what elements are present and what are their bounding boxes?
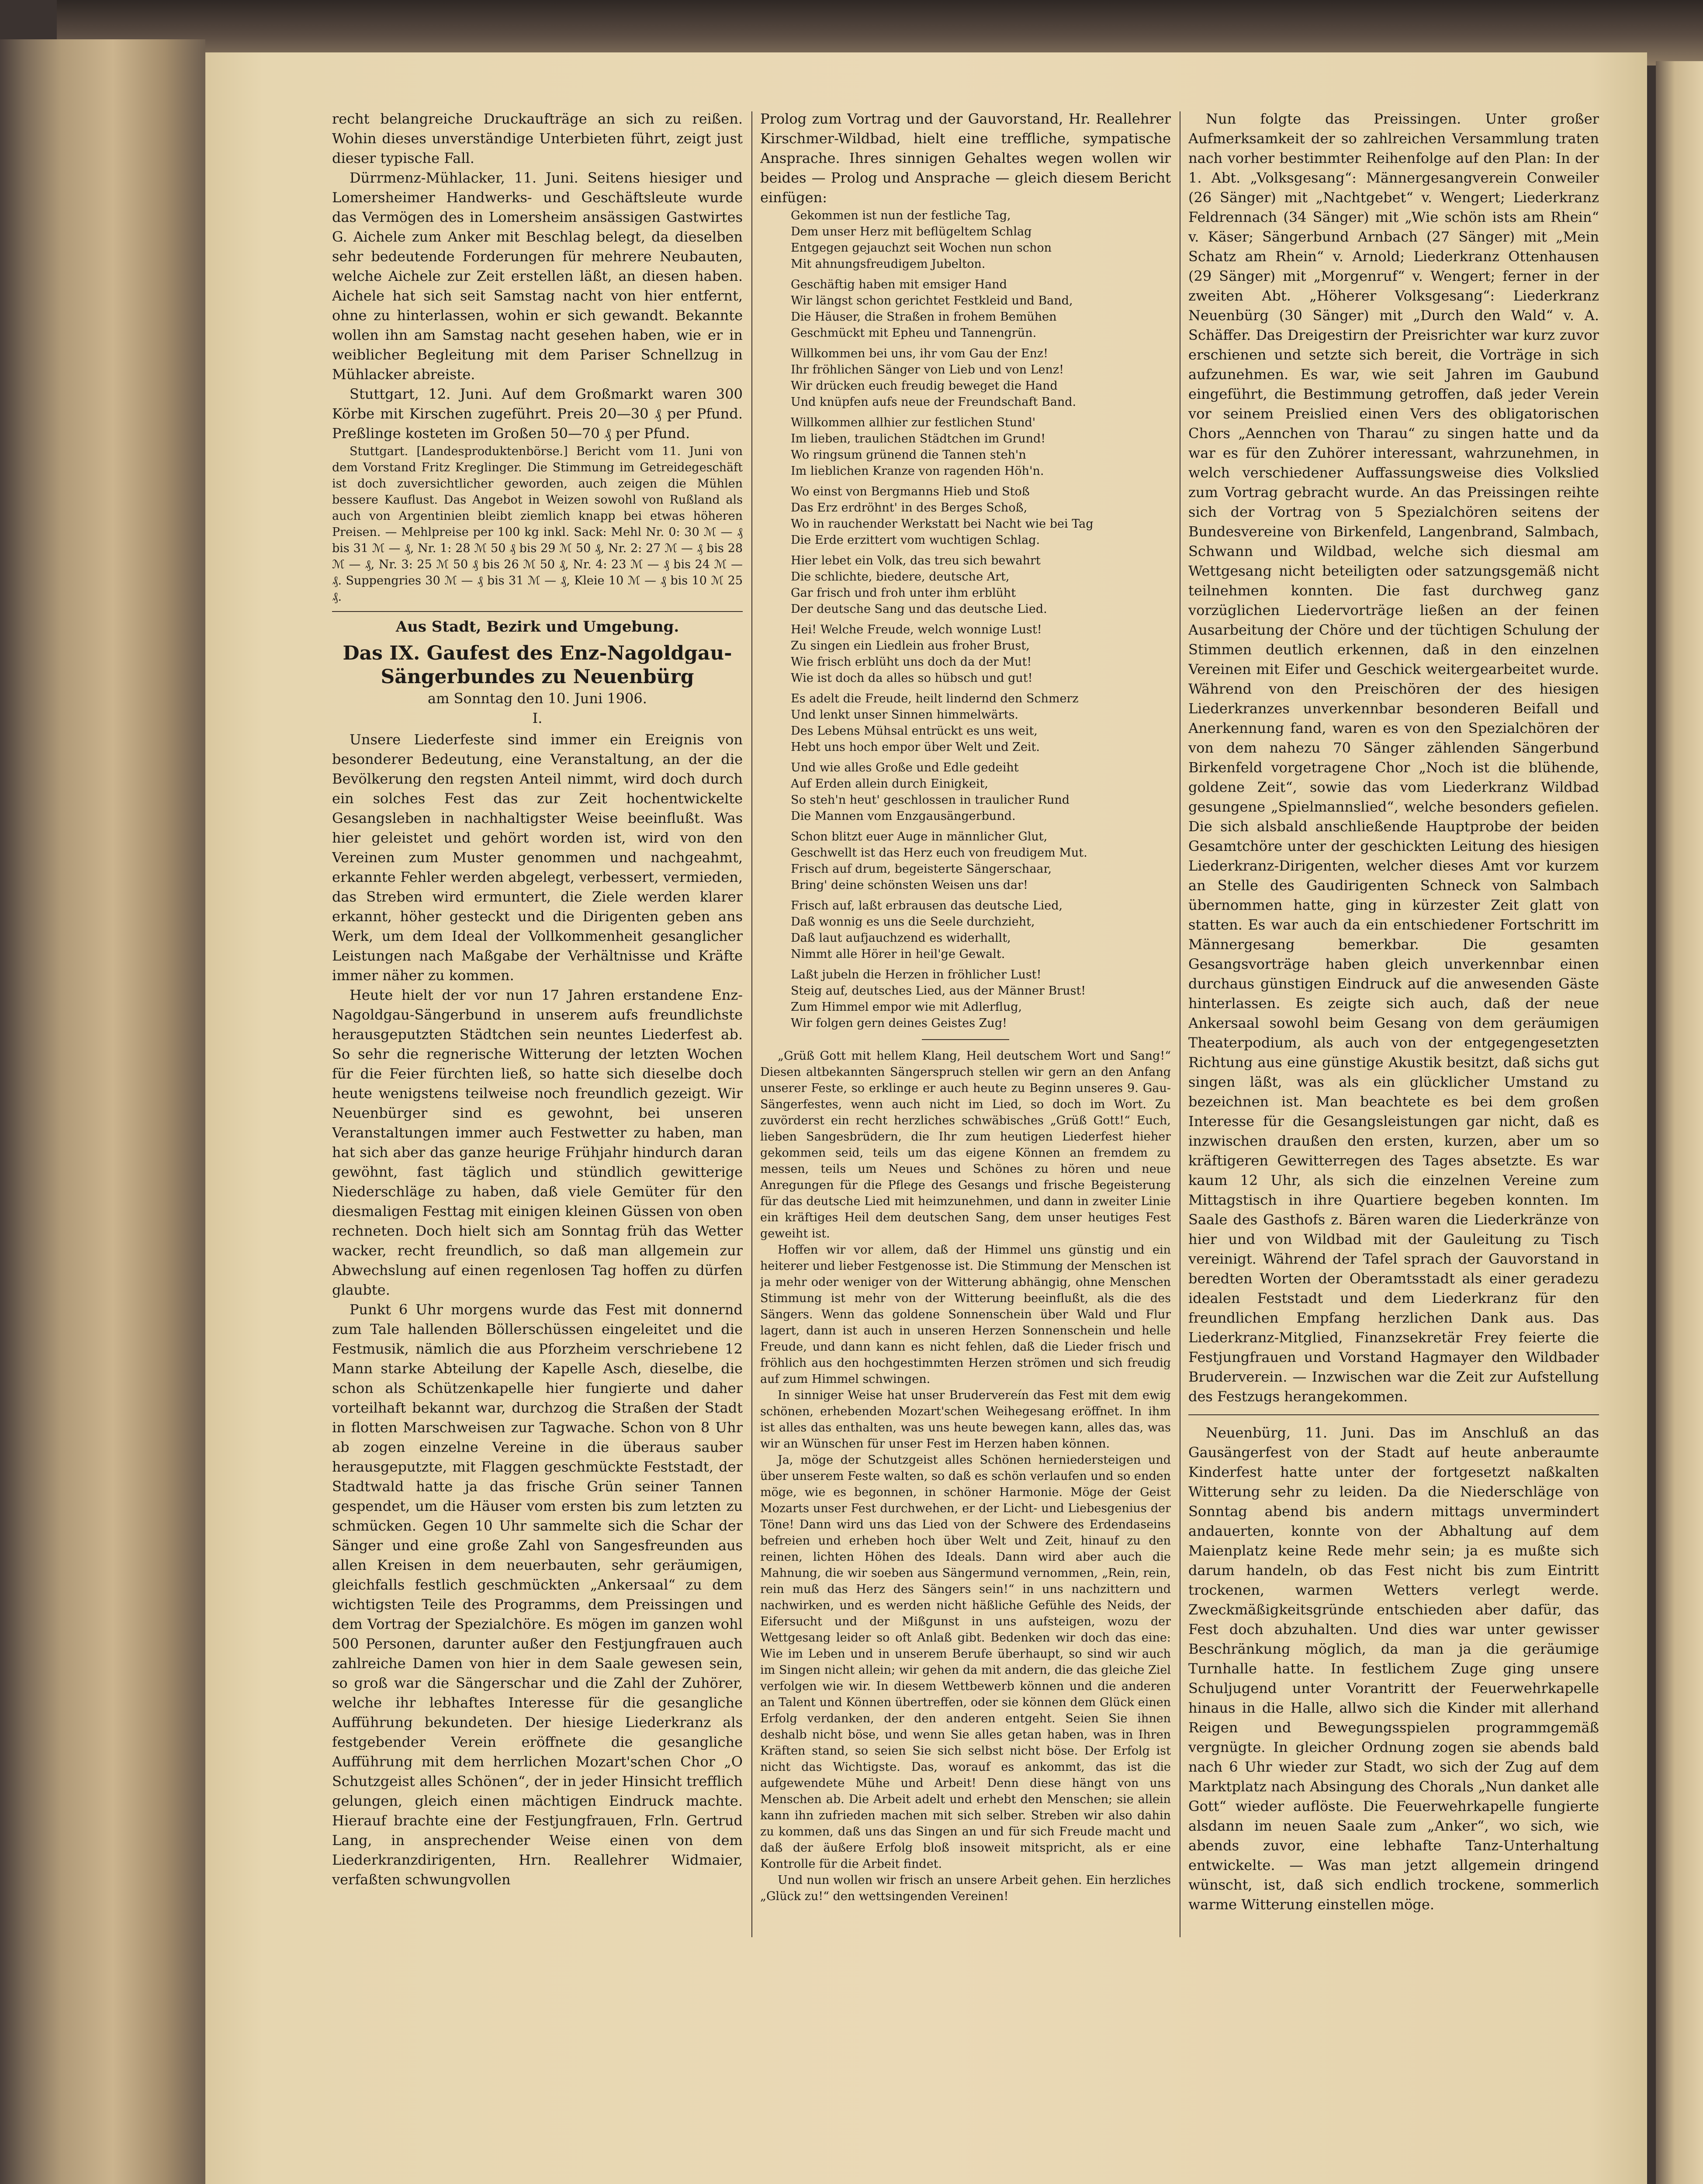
article-separator	[1188, 1414, 1599, 1415]
poem-line: Steig auf, deutsches Lied, aus der Männer Brust!	[791, 984, 1086, 998]
poem-line: Geschäftig haben mit emsiger Hand	[791, 278, 1007, 291]
poem-line: Daß wonnig es uns die Seele durchzieht,	[791, 915, 1035, 929]
paragraph-hoffen: Hoffen wir vor allem, daß der Himmel uns günstig und ein heiterer und lieber Festgenosse ist. Die Stimmung der Menschen ist ja mehr oder weniger von der Witterung abhängig, ohne Menschen Stimmung ist mehr von der Witterung beeinflußt, als die des Sängers. Wenn das goldene Sonnenschein über Wald und Flur lagert, dann ist auch in unseren Herzen Sonnenschein und helle Freude, und dann kann es nicht fehlen, daß die Lieder frisch und fröhlich aus den hochgestimmten Herzen strömen und sich freudig auf zum Himmel schwingen.	[760, 1243, 1171, 1386]
poem-line: Wir drücken euch freudig beweget die Hand	[791, 379, 1058, 393]
poem-line: Hier lebet ein Volk, das treu sich bewahrt	[791, 554, 1041, 567]
news-duerrmenz: Dürrmenz-Mühlacker, 11. Juni. Seitens hiesiger und Lomersheimer Handwerks- und Geschäftsleute wurde das Vermögen des in Lomersheim ansässigen Gastwirtes G. Aichele zum Anker mit Beschlag belegt, da dieselben sehr bedeutende Forderungen für mehrere Neubauten, welche Aichele zur Zeit erstellen läßt, an diesen haben. Aichele hat sich seit Samstag nacht von hier entfernt, ohne zu hinterlassen, wohin er sich gewandt. Bekannte wollen ihn am Samstag nacht gesehen haben, wie er in weiblicher Begleitung mit dem Pariser Schnellzug in Mühlacker abreiste.	[332, 169, 743, 383]
news-stuttgart-exchange: Stuttgart. [Landesproduktenbörse.] Bericht vom 11. Juni von dem Vorstand Fritz Kreglinger. Die Stimmung im Getreidegeschäft ist doch zuversichtlicher geworden, auch zeigen die Mühlen bessere Kauflust. Das Angebot in Weizen sowohl von Rußland als auch von Argentinien bleibt ziemlich knapp bei etwas höheren Preisen. — Mehlpreise per 100 kg inkl. Sack: Mehl Nr. 0: 30 ℳ — ₰ bis 31 ℳ — ₰, Nr. 1: 28 ℳ 50 ₰ bis 29 ℳ 50 ₰, Nr. 2: 27 ℳ — ₰ bis 28 ℳ — ₰, Nr. 3: 25 ℳ 50 ₰ bis 26 ℳ 50 ₰, Nr. 4: 23 ℳ — ₰ bis 24 ℳ — ₰. Suppengries 30 ℳ — ₰ bis 31 ℳ — ₰, Kleie 10 ℳ — ₰ bis 10 ℳ 25 ₰.	[332, 445, 743, 604]
poem-line: Ihr fröhlichen Sänger von Lieb und von Lenz!	[791, 363, 1064, 377]
poem-line: Wir längst schon gerichtet Festkleid und Band,	[791, 294, 1073, 308]
poem-line: Entgegen gejauchzt seit Wochen nun schon	[791, 241, 1052, 255]
poem-stanza	[791, 484, 1171, 548]
column-2	[760, 109, 1171, 1966]
adjacent-page-edge	[1656, 61, 1703, 2184]
poem-line: Nimmt alle Hörer in heil'ge Gewalt.	[791, 947, 1005, 961]
poem-stanza	[791, 622, 1171, 686]
column-rule-1	[751, 111, 752, 1937]
poem-line: Daß laut aufjauchzend es widerhallt,	[791, 931, 1011, 945]
poem-line: Die Erde erzittert vom wuchtigen Schlag.	[791, 533, 1040, 547]
poem-line: Das Erz erdröhnt' in des Berges Schoß,	[791, 501, 1028, 515]
poem-line: Im lieblichen Kranze von ragenden Höh'n.	[791, 464, 1044, 478]
poem-line: Geschmückt mit Epheu und Tannengrün.	[791, 326, 1037, 340]
column-3	[1188, 109, 1599, 1966]
poem-stanza	[791, 553, 1171, 617]
poem-line: Frisch auf, laßt erbrausen das deutsche Lied,	[791, 899, 1063, 912]
poem-line: Und wie alles Große und Edle gedeiht	[791, 761, 1019, 774]
poem-stanza	[791, 967, 1171, 1031]
article-date: am Sonntag den 10. Juni 1906.	[428, 690, 647, 707]
poem-line: Und lenkt unser Sinnen himmelwärts.	[791, 708, 1019, 722]
poem-line: Gar frisch und froh unter ihm erblüht	[791, 586, 1016, 600]
poem-line: Frisch auf drum, begeisterte Sängerschaar,	[791, 862, 1052, 876]
poem-line: Mit ahnungsfreudigem Jubelton.	[791, 257, 986, 271]
poem-line: Bring' deine schönsten Weisen uns dar!	[791, 878, 1028, 892]
paragraph-gruss-gott: „Grüß Gott mit hellem Klang, Heil deutschem Wort und Sang!“ Diesen altbekannten Sängerspruch stellen wir gern an den Anfang unserer Feste, so erklinge er auch heute zu Beginn unseres 9. Gau-Sängerfestes, wenn auch nicht im Lied, so doch im Wort. Zu zuvörderst ein recht herzliches schwäbisches „Grüß Gott!“ Euch, lieben Sangesbrüdern, die Ihr zum heutigen Liederfest hieher gekommen seid, teils um das eigene Können an fremdem zu messen, teils um Neues und Schönes zu hören und neue Anregungen für die Pflege des Gesangs und frische Begeisterung für das deutsche Lied mit heimzunehmen, und dann in zweiter Linie ein kräftiges Heil dem deutschen Sang, dem unser heutiges Fest geweiht ist.	[760, 1049, 1171, 1241]
paragraph-prolog: Prolog zum Vortrag und der Gauvorstand, Hr. Reallehrer Kirschmer-Wildbad, hielt eine treffliche, sympatische Ansprache. Ihres sinnigen Gehaltes wegen wollen wir beides — Prolog und Ansprache — gleich diesem Bericht einfügen:	[760, 111, 1171, 206]
poem-line: So steh'n heut' geschlossen in traulicher Rund	[791, 793, 1070, 807]
article-title: Das IX. Gaufest des Enz-Nagoldgau-Sängerbundes zu Neuenbürg	[343, 642, 732, 688]
poem-stanza	[791, 207, 1171, 272]
section-title: Aus Stadt, Bezirk und Umgebung.	[332, 611, 743, 637]
poem-stanza	[791, 760, 1171, 824]
poem-stanza	[791, 346, 1171, 410]
poem-line: Schon blitzt euer Auge in männlicher Glut,	[791, 830, 1048, 843]
paragraph-punkt: Punkt 6 Uhr morgens wurde das Fest mit donnernd zum Tale hallenden Böllerschüssen eingeleitet und die Festmusik, nämlich die aus Pforzheim verschriebene 12 Mann starke Abteilung der Kapelle Asch, dieselbe, die schon als Schützenkapelle hier fungierte und daher vorteilhaft bekannt war, durchzog die Straßen der Stadt in flotten Marschweisen zur Tagwache. Schon von 8 Uhr ab zogen einzelne Vereine in die überaus sauber herausgeputzte, mit Flaggen geschmückte Feststadt, der Stadtwald hatte ja das frische Grün seiner Tannen gespendet, um die Häuser vom ersten bis zum letzten zu schmücken. Gegen 10 Uhr sammelte sich die Schar der Sänger und eine große Zahl von Sangesfreunden aus allen Kreisen in dem neuerbauten, sehr geräumigen, gleichfalls festlich geschmückten „Ankersaal“ zu dem wichtigsten Teile des Programms, dem Preissingen und dem Vortrag der Spezialchöre. Es mögen im ganzen wohl 500 Personen, darunter außer den Festjungfrauen auch zahlreiche Damen von hier in dem Saale gewesen sein, so groß war die Sängerschar und die Zahl der Zuhörer, welche ihr lebhaftes Interesse für die gesangliche Aufführung bekundeten. Der hiesige Liederkranz als festgebender Verein eröffnete die gesangliche Aufführung mit dem herrlichen Mozart'schen Chor „O Schutzgeist alles Schönen“, der in jeder Hinsicht trefflich gelungen, gleich einen mächtigen Eindruck machte. Hierauf brachte eine der Festjungfrauen, Frln. Gertrud Lang, in ansprechender Weise einen von dem Liederkranzdirigenten, Hrn. Reallehrer Widmaier, verfaßten schwungvollen	[332, 1301, 743, 1888]
poem-line: Auf Erden allein durch Einigkeit,	[791, 777, 988, 791]
poem-line: Laßt jubeln die Herzen in fröhlicher Lust!	[791, 968, 1042, 981]
poem-line: Des Lebens Mühsal entrückt es uns weit,	[791, 724, 1038, 738]
prolog-poem	[760, 207, 1171, 1031]
poem-line: Dem unser Herz mit beflügeltem Schlag	[791, 225, 1032, 238]
paragraph-continuation: recht belangreiche Druckaufträge an sich zu reißen. Wohin dieses unverständige Unterbieten führt, zeigt just dieser typische Fall.	[332, 111, 743, 166]
poem-line: Zum Himmel empor wie mit Adlerflug,	[791, 1000, 1022, 1014]
poem-line: Hebt uns hoch empor über Welt und Zeit.	[791, 740, 1040, 754]
poem-line: Gekommen ist nun der festliche Tag,	[791, 209, 1011, 222]
poem-line: Wir folgen gern deines Geistes Zug!	[791, 1016, 1007, 1030]
book-spine	[0, 39, 205, 2184]
poem-line: Wo ringsum grünend die Tannen steh'n	[791, 448, 1026, 462]
poem-line: Wie ist doch da alles so hübsch und gut!	[791, 671, 1033, 685]
poem-line: Hei! Welche Freude, welch wonnige Lust!	[791, 623, 1042, 636]
poem-line: Die Häuser, die Straßen in frohem Bemühen	[791, 310, 1057, 324]
poem-line: Zu singen ein Liedlein aus froher Brust,	[791, 639, 1030, 653]
poem-line: Die schlichte, biedere, deutsche Art,	[791, 570, 1010, 584]
poem-line: Der deutsche Sang und das deutsche Lied.	[791, 602, 1047, 616]
poem-line: Im lieben, traulichen Städtchen im Grund!	[791, 432, 1046, 446]
poem-stanza	[791, 415, 1171, 479]
poem-line: Willkommen allhier zur festlichen Stund'	[791, 416, 1036, 429]
news-stuttgart-market: Stuttgart, 12. Juni. Auf dem Großmarkt waren 300 Körbe mit Kirschen zugeführt. Preis 20—30 ₰ per Pfund. Preßlinge kosteten im Großen 50—70 ₰ per Pfund.	[332, 386, 743, 442]
poem-stanza	[791, 276, 1171, 341]
poem-line: Wo einst von Bergmanns Hieb und Stoß	[791, 485, 1030, 498]
news-neuenbuerg: Neuenbürg, 11. Juni. Das im Anschluß an das Gausängerfest von der Stadt auf heute anberaumte Kinderfest hatte unter der fortgesetzt naßkalten Witterung sehr zu leiden. Da die Niederschläge von Sonntag abend bis andern mittags unvermindert andauerten, konnte von der Abhaltung auf dem Maienplatz keine Rede mehr sein; ja es mußte sich darum handeln, ob das Fest nicht bis zum Eintritt trockenen, warmen Wetters verlegt werde. Zweckmäßigkeitsgründe entschieden aber dafür, das Fest doch abzuhalten. Und dies war unter gewisser Beschränkung möglich, da man ja die geräumige Turnhalle hatte. In festlichem Zuge ging unsere Schuljugend unter Vorantritt der Feuerwehrkapelle hinaus in die Halle, allwo sich die Kinder mit allerhand Reigen und Bewegungsspielen programmgemäß vergnügte. In gleicher Ordnung zogen sie abends bald nach 6 Uhr wieder zur Stadt, wo sich der Zug auf dem Marktplatz nach Absingung des Chorals „Nun danket alle Gott“ wieder auflöste. Die Feuerwehrkapelle fungierte alsdann im neuen Saale zum „Anker“, wo sich, wie abends zuvor, eine lebhafte Tanz-Unterhaltung entwickelte. — Was man jetzt allgemein dringend wünscht, ist, daß sich endlich trockene, sommerlich warme Witterung einstellen möge.	[1188, 1424, 1599, 1913]
column-1	[332, 109, 743, 1966]
poem-stanza	[791, 691, 1171, 755]
poem-line: Und knüpfen aufs neue der Freundschaft Band.	[791, 395, 1076, 409]
paragraph-liederfeste: Unsere Liederfeste sind immer ein Ereignis von besonderer Bedeutung, eine Veranstaltung, an der die Bevölkerung den regsten Anteil nimmt, wird doch durch ein solches Fest das zur Zeit hochentwickelte Gesangsleben in nachhaltigster Weise beeinflußt. Was hier geleistet und gehört worden ist, wird von den Vereinen zum Muster genommen und nachgeahmt, erkannte Fehler werden abgelegt, verbessert, vermieden, das Streben wird ermuntert, die Ziele werden klarer erkannt, höher gesteckt und die Dirigenten geben ans Werk, um dem Ideal der Vollkommenheit gesanglicher Leistungen nach Maßgabe der Verhältnisse und Kräfte immer näher zu kommen.	[332, 731, 743, 984]
poem-divider	[922, 1039, 1009, 1040]
poem-stanza	[791, 829, 1171, 893]
poem-line: Es adelt die Freude, heilt lindernd den Schmerz	[791, 692, 1079, 705]
poem-line: Die Mannen vom Enzgausängerbund.	[791, 809, 1016, 823]
paragraph-heute: Heute hielt der vor nun 17 Jahren erstandene Enz-Nagoldgau-Sängerbund in unserem aufs freundlichste herausgeputzten Städtchen sein neuntes Liederfest ab. So sehr die regnerische Witterung der letzten Wochen für die Feier fürchten ließ, so hatte sich dieselbe doch heute wenigstens teilweise noch freundlich gezeigt. Wir Neuenbürger sind es gewohnt, bei unseren Veranstaltungen immer auch Festwetter zu haben, man hat sich aber das ganze heurige Frühjahr hindurch daran gewöhnt, fast täglich und stündlich gewitterige Niederschläge zu haben, daß viele Gemüter für den diesmaligen Festtag mit einigen kleinen Güssen von oben rechneten. Doch hielt sich am Sonntag früh das Wetter wacker, recht freundlich, so daß man allgemein zur Abwechslung auf einen regenlosen Tag hoffen zu dürfen glaubte.	[332, 987, 743, 1298]
paragraph-preissingen: Nun folgte das Preissingen. Unter großer Aufmerksamkeit der so zahlreichen Versammlung traten nach vorher bestimmter Reihenfolge auf den Plan: In der 1. Abt. „Volksgesang“: Männergesangverein Conweiler (26 Sänger) mit „Nachtgebet“ v. Wengert; Liederkranz Feldrennach (34 Sänger) mit „Wie schön ists am Rhein“ v. Käser; Sängerbund Arnbach (27 Sänger) mit „Mein Schatz am Rhein“ v. Arnold; Liederkranz Ottenhausen (29 Sänger) mit „Morgenruf“ v. Wengert; ferner in der zweiten Abt. „Höherer Volksgesang“: Liederkranz Neuenbürg (30 Sänger) mit „Durch den Wald“ v. A. Schäffer. Das Dreigestirn der Preisrichter war kurz zuvor erschienen und setzte sich bereit, die Vorträge in sich aufzunehmen. Es war, wie seit Jahren im Gaubund eingeführt, die Bestimmung getroffen, daß jeder Verein vor seinem Preislied einen Vers des obligatorischen Chors „Aennchen von Tharau“ zu singen hatte und da war es für den Zuhörer interessant, wahrzunehmen, in welch verschiedener Auffassungsweise dies Volkslied zum Vortrag gebracht wurde. An das Preissingen reihte sich der Vortrag von 5 Spezialchören seitens der Bundesvereine von Birkenfeld, Langenbrand, Salmbach, Schwann und Wildbad, welche sich diesmal am Wettgesang nicht beteiligten oder satzungsgemäß nicht teilnehmen konnten. Die fast durchweg ganz vorzüglichen Liedervorträge ließen an der feinen Ausarbeitung der Chöre und der tüchtigen Schulung der Stimmen deutlich erkennen, daß in den einzelnen Vereinen mit Eifer und Geschick weitergearbeitet wurde. Während von den Preischören der des hiesigen Liederkranzes unverkennbar besonderen Beifall und Anerkennung fand, waren es von den Spezialchören der von dem nahezu 70 Sänger zählenden Sängerbund Birkenfeld vorgetragene Chor „Noch ist die blühende, goldene Zeit“, sowie das vom Liederkranz Wildbad gesungene „Spielmannslied“, welche besonders gefielen. Die sich alsbald anschließende Hauptprobe der beiden Gesamtchöre unter der geschickten Leitung des hiesigen Liederkranz-Dirigenten, welcher dieses Amt vor kurzem an Stelle des Gaudirigenten Schneck von Salmbach übernommen hatte, ging in kürzester Zeit glatt von statten. Es war auch da ein entschiedener Fortschritt im Männergesang bemerkbar. Die gesamten Gesangsvorträge haben gleich unverkennbar einen durchaus günstigen Eindruck auf die anwesenden Gäste hinterlassen. Es zeigte sich auch, daß der neue Ankersaal sowohl beim Gesang von dem geräumigen Theaterpodium, als auch von der entgegengesetzten Richtung aus eine günstige Akustik besitzt, daß sichs gut singen läßt, was als ein glücklicher Umstand zu bezeichnen ist. Man beachtete es bei dem großen Interesse für die Gesangsleistungen gar nicht, daß es inzwischen draußen den ersten, kurzen, aber um so kräftigeren Gewitterregen des Tages absetzte. Es war kaum 12 Uhr, als sich die einzelnen Vereine zum Mittagstisch in ihre Quartiere begeben konnten. Im Saale des Gasthofs z. Bären waren die Liederkränze von hier und von Wildbad mit der Gauleitung zu Tisch vereinigt. Während der Tafel sprach der Gauvorstand in beredten Worten der Oberamtsstadt als einer geradezu idealen Feststadt und dem Liederkranz für den freundlichen Empfang herzlichen Dank aus. Das Liederkranz-Mitglied, Finanzsekretär Frey feierte die Festjungfrauen und Vorstand Hagmayer den Wildbader Bruderverein. — Inzwischen war die Zeit zur Aufstellung des Festzugs herangekommen.	[1188, 111, 1599, 1405]
poem-line: Geschwellt ist das Herz euch von freudigem Mut.	[791, 846, 1087, 860]
paragraph-ende: Und nun wollen wir frisch an unsere Arbeit gehen. Ein herzliches „Glück zu!“ den wettsingenden Vereinen!	[760, 1873, 1171, 1903]
article-part-number: I.	[532, 710, 543, 726]
poem-line: Willkommen bei uns, ihr vom Gau der Enz!	[791, 347, 1049, 360]
paragraph-sinniger: In sinniger Weise hat unser Brudervereín das Fest mit dem ewig schönen, erhebenden Mozart'schen Weihegesang eröffnet. In ihm ist alles das enthalten, was uns heute bewegen kann, alles das, was wir an Wünschen für unser Fest im Herzen haben können.	[760, 1389, 1171, 1451]
poem-line: Wo in rauchender Werkstatt bei Nacht wie bei Tag	[791, 517, 1094, 531]
poem-stanza	[791, 898, 1171, 962]
poem-line: Wie frisch erblüht uns doch da der Mut!	[791, 655, 1032, 669]
paragraph-schutzgeist: Ja, möge der Schutzgeist alles Schönen herniedersteigen und über unserem Feste walten, so daß es schön verlaufen und so enden möge, wie es begonnen, in schöner Harmonie. Möge der Geist Mozarts unser Fest durchwehen, er der Licht- und Liebesgenius der Töne! Dann wird uns das Lied von der Schwere des Erdendaseins befreien und erheben hoch über Welt und Zeit, hinauf zu den reinen, lichten Höhen des Ideals. Dann wird aber auch die Mahnung, die wir soeben aus Sängermund vernommen, „Rein, rein, rein muß das Herz des Sängers sein!“ in uns nachzittern und nachwirken, und es werden nicht häßliche Gefühle des Neids, der Eifersucht und der Mißgunst in uns aufsteigen, wozu der Wettgesang leider so oft Anlaß gibt. Bedenken wir doch das eine: Wie im Leben und in unserem Berufe überhaupt, so sind wir auch im Singen nicht allein; wir gehen da mit andern, die das gleiche Ziel verfolgen wie wir. In diesem Wettbewerb können und die anderen an Talent und Können übertreffen, oder sie können dem Glück einen Erfolg verdanken, der den anderen entgeht. Seien Sie ihnen deshalb nicht böse, und wenn Sie alles getan haben, was in Ihren Kräften stand, so seien Sie sich selbst nicht böse. Der Erfolg ist nicht das Wichtigste. Das, worauf es ankommt, das ist die aufgewendete Mühe und Arbeit! Denn diese hängt von uns Menschen ab. Die Arbeit adelt und erhebt den Menschen; sie allein kann ihn zufrieden machen mit sich selber. Streben wir also dahin zu kommen, daß uns das Singen an und für sich Freude macht und daß der äußere Erfolg bloß insoweit mitspricht, als er eine Kontrolle für die Arbeit findet.	[760, 1453, 1171, 1871]
